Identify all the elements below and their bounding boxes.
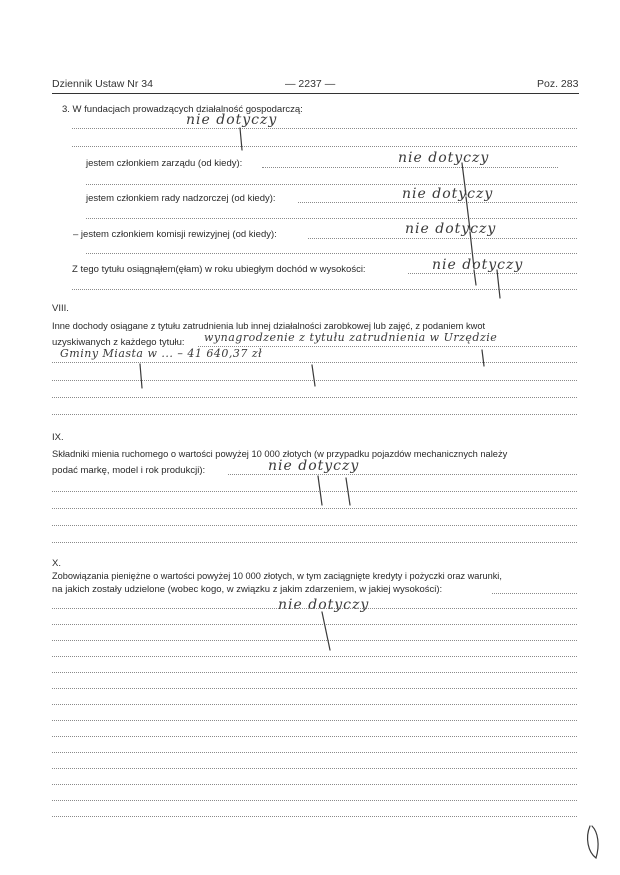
section10-number: X. xyxy=(52,558,61,569)
section8-text-line1: Inne dochody osiągane z tytułu zatrudnienia lub innej działalności zarobkowej lub zajęć, z podaniem kwot xyxy=(52,321,486,331)
handwritten-income-line2: Gminy Miasta w ... – 41 640,37 zł xyxy=(60,347,263,360)
corner-mark xyxy=(588,826,599,858)
pen-stroke xyxy=(462,163,466,195)
handwritten-income-line1: wynagrodzenie z tytułu zatrudnienia w Urzędzie xyxy=(204,331,498,344)
section10-text-line2: na jakich zostały udzielone (wobec kogo, w związku z jakim zdarzeniem, w jakiej wysokości): xyxy=(52,584,443,595)
section9-number: IX. xyxy=(52,432,64,443)
section10-text-line1: Zobowiązania pieniężne o wartości powyżej 10 000 złotych, w tym zaciągnięte kredyty i pożyczki oraz warunki, xyxy=(52,571,502,581)
position-number: Poz. 283 xyxy=(537,78,579,90)
section9-text-line1: Składniki mienia ruchomego o wartości powyżej 10 000 złotych (w przypadku pojazdów mechanicznych należy xyxy=(52,449,508,459)
handwritten-answer: nie dotyczy xyxy=(278,597,370,613)
pen-stroke xyxy=(312,365,315,386)
pen-stroke xyxy=(140,364,142,388)
section9-text-line2: podać markę, model i rok produkcji): xyxy=(52,465,206,476)
pen-stroke xyxy=(466,197,470,230)
supervisory-board-label: jestem członkiem rady nadzorczej (od kiedy): xyxy=(86,193,276,204)
pen-stroke xyxy=(482,350,484,366)
pen-stroke xyxy=(474,270,476,285)
pen-stroke xyxy=(346,478,350,505)
pen-stroke xyxy=(240,128,242,150)
handwritten-answer: nie dotyczy xyxy=(402,186,494,202)
management-board-label: jestem członkiem zarządu (od kiedy): xyxy=(86,158,243,169)
page-number: — 2237 — xyxy=(285,78,336,90)
section3-heading: 3. W fundacjach prowadzących działalność gospodarczą: xyxy=(62,104,303,115)
pen-stroke xyxy=(322,612,330,650)
handwritten-answer: nie dotyczy xyxy=(186,112,278,128)
pen-stroke xyxy=(318,476,322,505)
handwritten-answer: nie dotyczy xyxy=(432,257,524,273)
section8-text-line2: uzyskiwanych z każdego tytułu: xyxy=(52,337,185,348)
journal-title: Dziennik Ustaw Nr 34 xyxy=(52,78,153,90)
handwritten-answer: nie dotyczy xyxy=(405,221,497,237)
handwritten-answer: nie dotyczy xyxy=(268,458,360,474)
handwritten-answer: nie dotyczy xyxy=(398,150,490,166)
income-label: Z tego tytułu osiągnąłem(ęłam) w roku ubiegłym dochód w wysokości: xyxy=(72,264,366,275)
pen-stroke xyxy=(470,232,474,268)
pen-stroke xyxy=(497,270,500,298)
section8-number: VIII. xyxy=(52,303,69,314)
audit-committee-label: – jestem członkiem komisji rewizyjnej (od kiedy): xyxy=(73,229,277,240)
